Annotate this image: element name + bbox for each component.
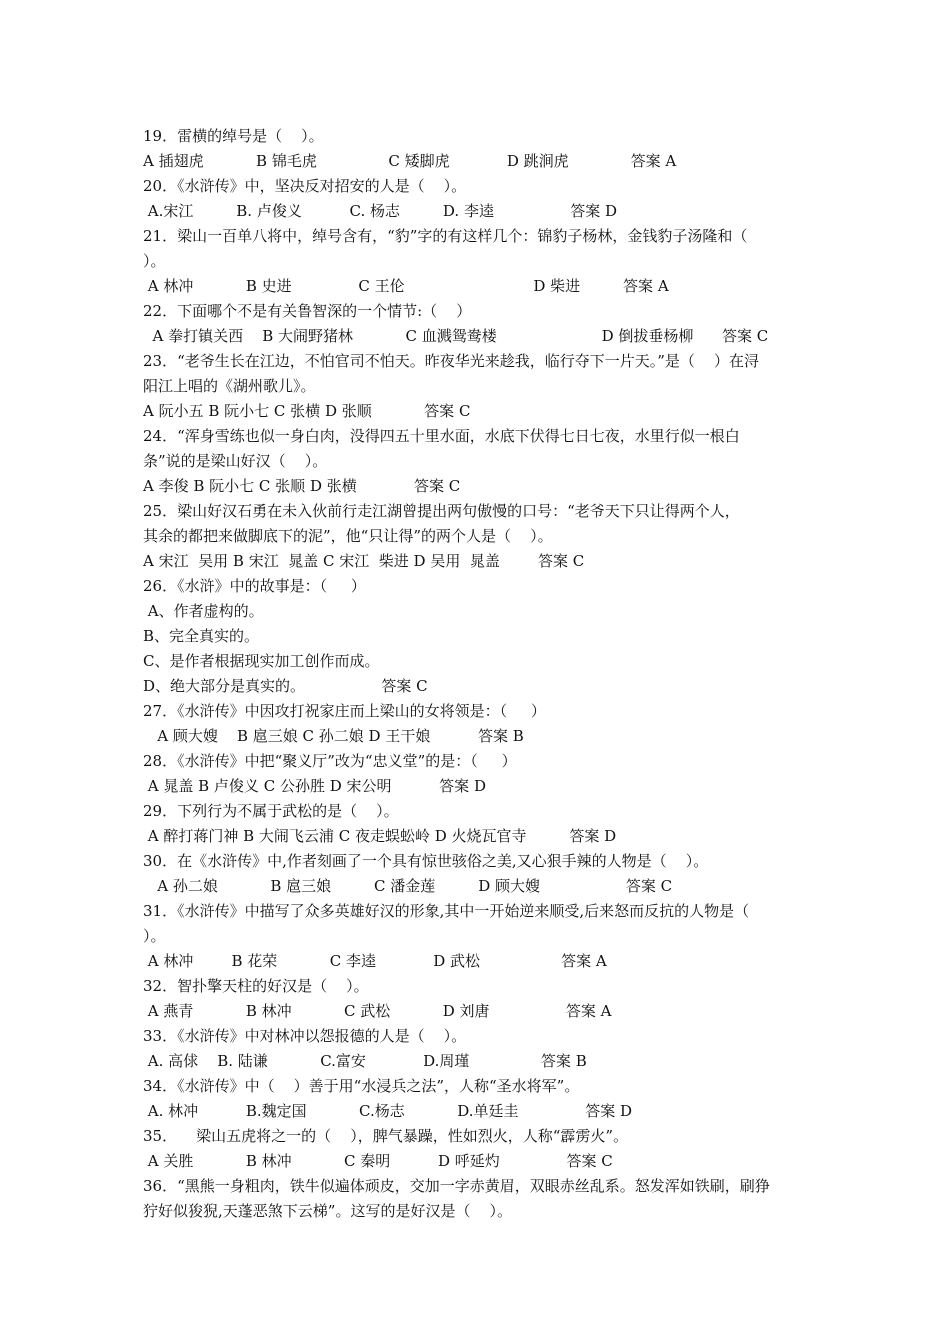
text-line: A、作者虚构的。 bbox=[143, 602, 264, 620]
text-line: A 醉打蒋门神 B 大闹飞云浦 C 夜走蜈蚣岭 D 火烧瓦官寺 答案 D bbox=[143, 827, 617, 845]
text-line: 28．《水浒传》中把“聚义厅”改为“忠义堂”的是：（ ） bbox=[143, 752, 517, 770]
text-line: A 阮小五 B 阮小七 C 张横 D 张顺 答案 C bbox=[143, 402, 471, 420]
text-line: 条”说的是梁山好汉（ ）。 bbox=[143, 452, 328, 470]
text-line: A 顾大嫂 B 扈三娘 C 孙二娘 D 王干娘 答案 B bbox=[143, 727, 524, 745]
text-line: 狞好似狻猊,天蓬恶煞下云梯”。这写的是好汉是（ ）。 bbox=[143, 1202, 513, 1220]
text-line: 24．“浑身雪练也似一身白肉，没得四五十里水面，水底下伏得七日七夜，水里行似一根白 bbox=[143, 427, 740, 445]
text-line: B、完全真实的。 bbox=[143, 627, 260, 645]
text-line: 29．下列行为不属于武松的是（ ）。 bbox=[143, 802, 399, 820]
text-line: A 林冲 B 史进 C 王伦 D 柴进 答案 A bbox=[143, 277, 669, 295]
text-line: 21．梁山一百单八将中，绰号含有，“豹”字的有这样几个：锦豹子杨林，金钱豹子汤隆和（ bbox=[143, 227, 748, 245]
text-line: A 晁盖 B 卢俊义 C 公孙胜 D 宋公明 答案 D bbox=[143, 777, 486, 795]
text-line: A 关胜 B 林冲 C 秦明 D 呼延灼 答案 C bbox=[143, 1152, 613, 1170]
text-line: 25．梁山好汉石勇在未入伙前行走江湖曾提出两句傲慢的口号：“老爷天下只让得两个人， bbox=[143, 502, 740, 520]
text-line: 36．“黑熊一身粗肉，铁牛似遍体顽皮，交加一字赤黄眉，双眼赤丝乱系。怒发浑如铁刷，刷狰 bbox=[143, 1177, 770, 1195]
text-line: A 林冲 B 花荣 C 李逵 D 武松 答案 A bbox=[143, 952, 607, 970]
text-line: 34．《水浒传》中（ ）善于用“水浸兵之法”，人称“圣水将军”。 bbox=[143, 1077, 580, 1095]
text-line: 31．《水浒传》中描写了众多英雄好汉的形象,其中一开始逆来顺受,后来怒而反抗的人物是（ bbox=[143, 902, 750, 920]
text-line: A. 高俅 B. 陆谦 C.富安 D.周瑾 答案 B bbox=[143, 1052, 587, 1070]
text-line: ）。 bbox=[143, 252, 166, 270]
quiz-text bbox=[143, 124, 811, 1224]
text-line: A 拳打镇关西 B 大闹野猪林 C 血溅鸳鸯楼 D 倒拔垂杨柳 答案 C bbox=[143, 327, 769, 345]
text-line: 22．下面哪个不是有关鲁智深的一个情节:（ ） bbox=[143, 302, 472, 320]
text-line: 35． 梁山五虎将之一的（ ），脾气暴躁，性如烈火，人称“霹雳火”。 bbox=[143, 1127, 629, 1145]
text-line: C、是作者根据现实加工创作而成。 bbox=[143, 652, 380, 670]
text-line: A. 林冲 B.魏定国 C.杨志 D.单廷圭 答案 D bbox=[143, 1102, 633, 1120]
text-line: 33．《水浒传》中对林冲以怨报德的人是（ ）。 bbox=[143, 1027, 467, 1045]
text-line: 20．《水浒传》中，坚决反对招安的人是（ ）。 bbox=[143, 177, 467, 195]
text-line: 阳江上唱的《湖州歌儿》。 bbox=[143, 377, 316, 395]
text-line: 23．“老爷生长在江边，不怕官司不怕天。昨夜华光来趁我，临行夺下一片天。”是（ ）在浔 bbox=[143, 352, 760, 370]
text-line: A 燕青 B 林冲 C 武松 D 刘唐 答案 A bbox=[143, 1002, 612, 1020]
text-line: A.宋江 B. 卢俊义 C. 杨志 D. 李逵 答案 D bbox=[143, 202, 618, 220]
text-line: A 李俊 B 阮小七 C 张顺 D 张横 答案 C bbox=[143, 477, 461, 495]
text-line: 32．智扑擎天柱的好汉是（ ）。 bbox=[143, 977, 369, 995]
text-line: 30．在《水浒传》中,作者刻画了一个具有惊世骇俗之美,又心狠手辣的人物是（ ）。 bbox=[143, 852, 709, 870]
text-line: A 宋江 吴用 B 宋江 晁盖 C 宋江 柴进 D 吴用 晁盖 答案 C bbox=[143, 552, 585, 570]
text-line: 其余的都把来做脚底下的泥”，他“只让得”的两个人是（ ）。 bbox=[143, 527, 553, 545]
text-line: A 插翅虎 B 锦毛虎 C 矮脚虎 D 跳涧虎 答案 A bbox=[143, 152, 677, 170]
text-line: 19．雷横的绰号是（ ）。 bbox=[143, 127, 324, 145]
text-line: ）。 bbox=[143, 927, 166, 945]
text-line: A 孙二娘 B 扈三娘 C 潘金莲 D 顾大嫂 答案 C bbox=[143, 877, 673, 895]
text-line: 26．《水浒》中的故事是：（ ） bbox=[143, 577, 366, 595]
text-line: D、绝大部分是真实的。 答案 C bbox=[143, 677, 428, 695]
text-line: 27．《水浒传》中因攻打祝家庄而上梁山的女将领是：（ ） bbox=[143, 702, 546, 720]
